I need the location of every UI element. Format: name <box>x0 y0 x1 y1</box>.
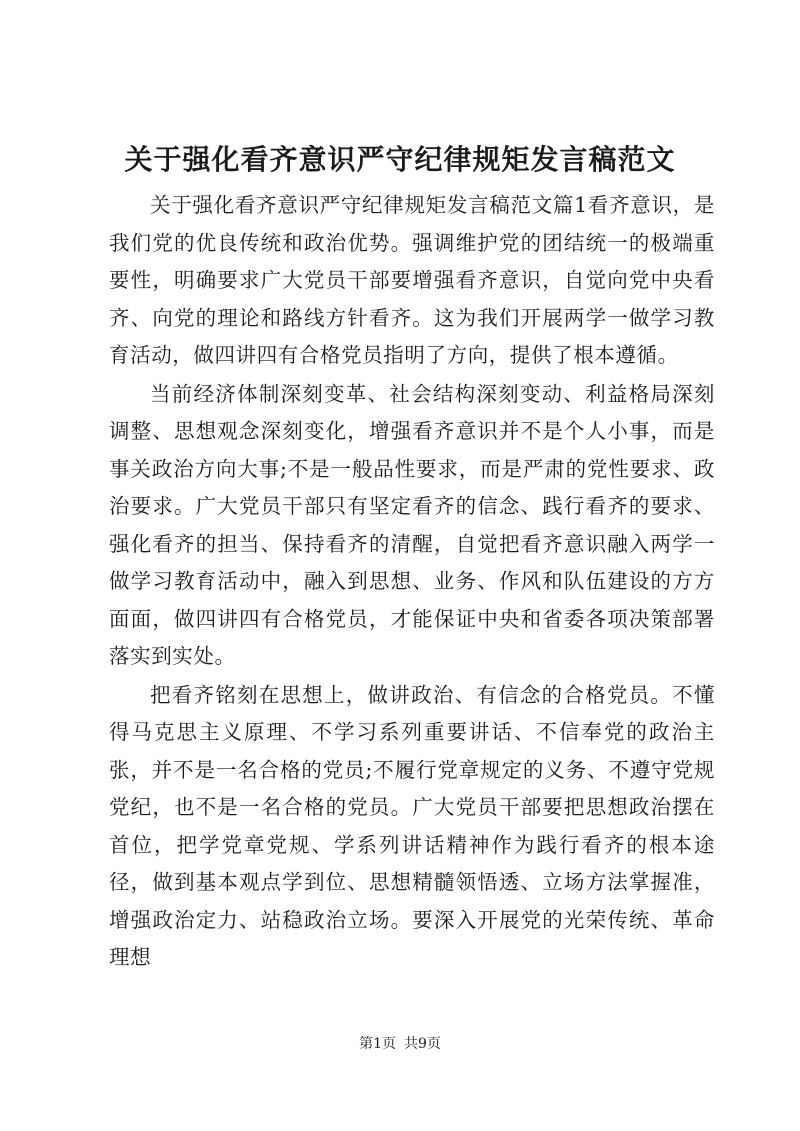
page-total: 共9页 <box>404 1036 441 1052</box>
paragraph-2: 当前经济体制深刻变革、社会结构深刻变动、利益格局深刻调整、思想观念深刻变化，增强看齐意识并不是个人小事，而是事关政治方向大事;不是一般品性要求，而是严肃的党性要求、政治要求。广大党员干部只有坚定看齐的信念、践行看齐的要求、强化看齐的担当、保持看齐的清醒，自觉把看齐意识融入两学一做学习教育活动中，融入到思想、业务、作风和队伍建设的方方面面，做四讲四有合格党员，才能保证中央和省委各项决策部署落实到实处。 <box>109 381 715 668</box>
paragraph-1: 关于强化看齐意识严守纪律规矩发言稿范文篇1看齐意识，是我们党的优良传统和政治优势。强调维护党的团结统一的极端重要性，明确要求广大党员干部要增强看齐意识，自觉向党中央看齐、向党的理论和路线方针看齐。这为我们开展两学一做学习教育活动，做四讲四有合格党员指明了方向，提供了根本遵循。 <box>109 193 715 367</box>
document-title: 关于强化看齐意识严守纪律规矩发言稿范文 <box>124 143 676 176</box>
page-footer <box>0 1034 800 1054</box>
document-body <box>109 187 715 977</box>
paragraph-3: 把看齐铭刻在思想上，做讲政治、有信念的合格党员。不懂得马克思主义原理、不学习系列重要讲话、不信奉党的政治主张，并不是一名合格的党员;不履行党章规定的义务、不遵守党规党纪，也不是一名合格的党员。广大党员干部要把思想政治摆在首位，把学党章党规、学系列讲话精神作为践行看齐的根本途径，做到基本观点学到位、思想精髓领悟透、立场方法掌握准，增强政治定力、站稳政治立场。要深入开展党的光荣传统、革命理想 <box>109 682 715 969</box>
page-number: 第1页 <box>359 1036 396 1052</box>
